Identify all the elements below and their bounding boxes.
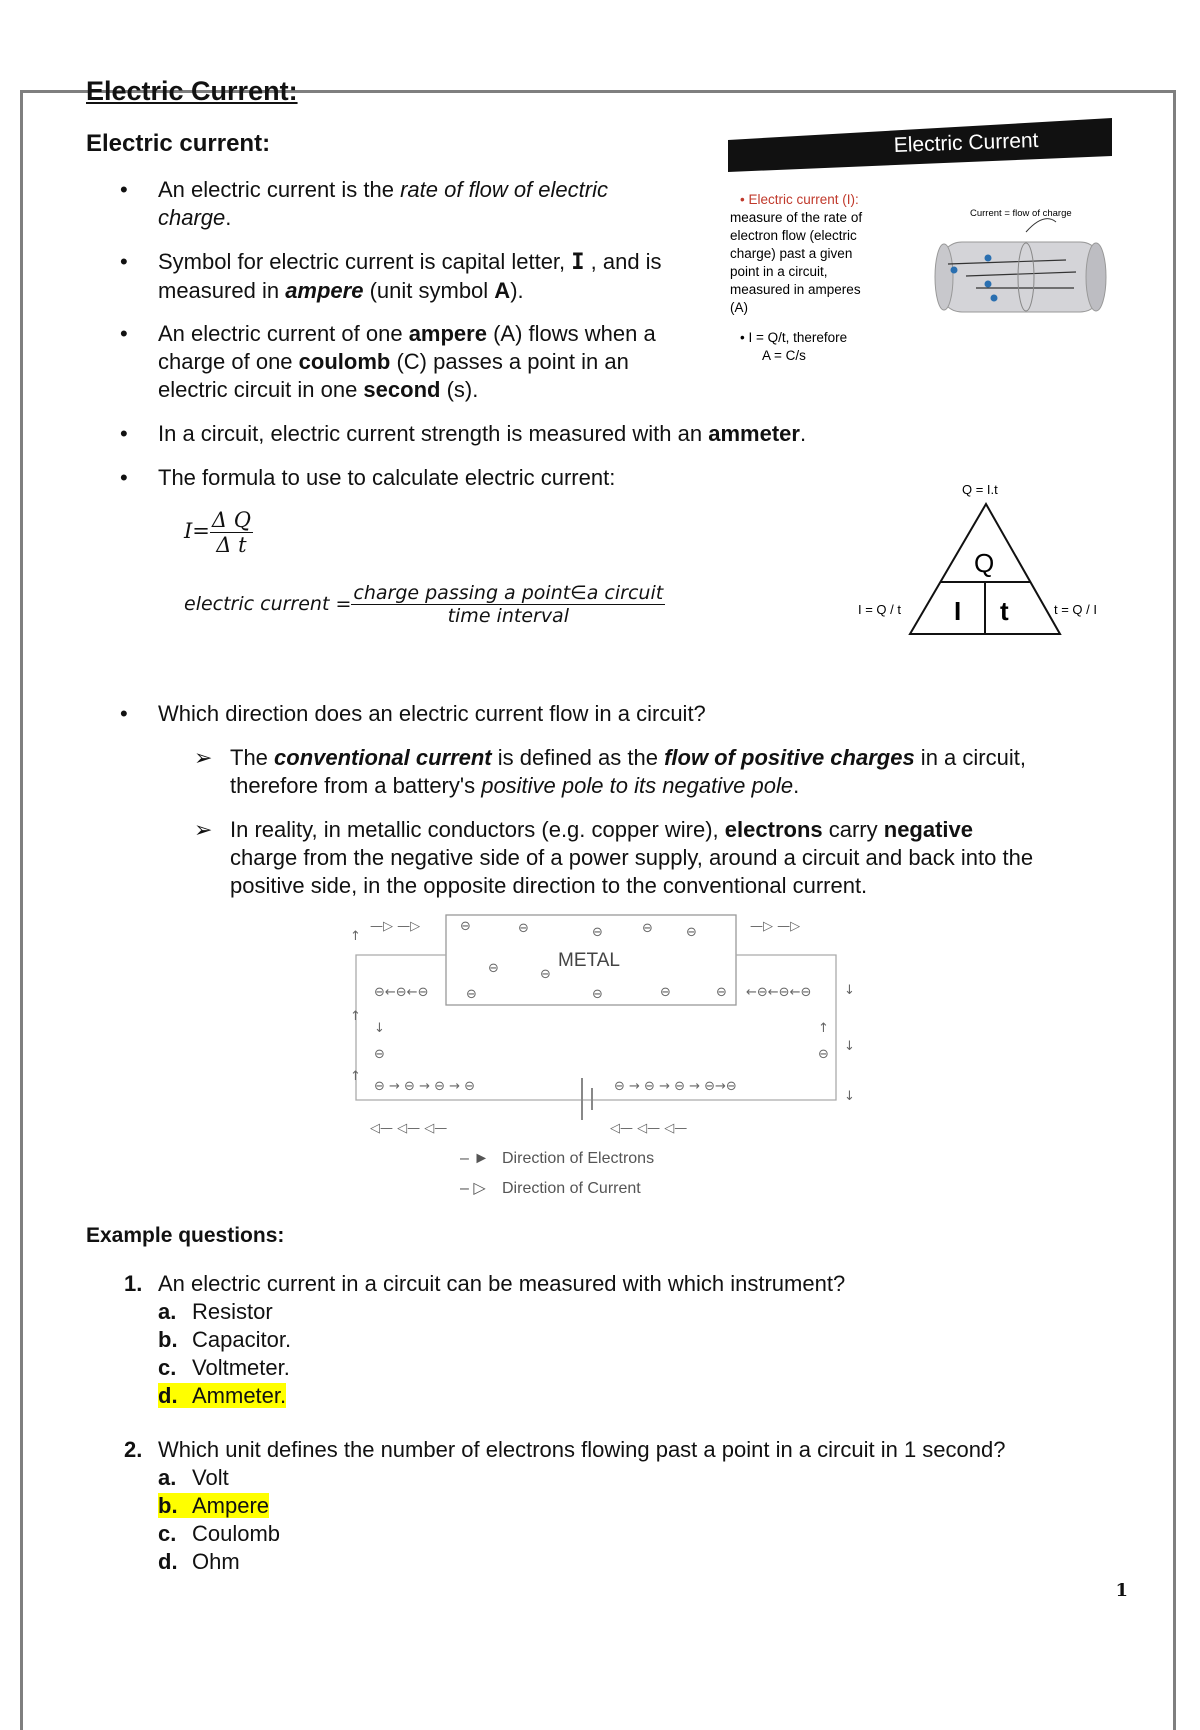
svg-text:←⊖←⊖←⊖: ←⊖←⊖←⊖ — [746, 985, 812, 1000]
svg-text:⊖: ⊖ — [540, 967, 551, 982]
q1-option-d-answer[interactable] — [158, 1382, 286, 1410]
svg-text:⊖: ⊖ — [642, 921, 653, 936]
bullet-text: (s). — [440, 377, 479, 402]
formula-lhs: I= — [184, 519, 210, 543]
option-text: Ampere — [192, 1493, 270, 1518]
option-text: Coulomb — [192, 1521, 281, 1546]
svg-text:↑: ↑ — [350, 929, 361, 944]
svg-text:↑: ↑ — [350, 1009, 361, 1024]
bold-italic-term: conventional current — [274, 745, 492, 770]
slide-banner-text: Electric Current — [893, 128, 1039, 157]
svg-text:⊖: ⊖ — [660, 985, 671, 1000]
svg-text:⊖: ⊖ — [686, 925, 697, 940]
q1-option-b[interactable] — [158, 1326, 291, 1354]
examples-heading: Example questions: — [86, 1224, 285, 1247]
svg-text:⊖: ⊖ — [488, 961, 499, 976]
formula-fraction — [210, 508, 253, 557]
circuit-diagram — [330, 910, 870, 1200]
bullet-dot: • — [120, 421, 128, 446]
option-text: Resistor — [192, 1299, 273, 1324]
triangle-right-label: t = Q / I — [1054, 602, 1097, 617]
bullet-text: charge of one — [158, 349, 299, 374]
electric-current-slide — [726, 112, 1116, 374]
unit-symbol: A — [494, 278, 511, 303]
bullet-text: electric circuit in one — [158, 377, 364, 402]
bullet-text: . — [225, 205, 232, 230]
svg-text:↑: ↑ — [818, 1021, 829, 1036]
italic-term: positive pole to its negative pole — [481, 773, 794, 798]
sub-text: in a circuit, — [914, 745, 1026, 770]
bullet-text: An electric current is the — [158, 177, 401, 202]
bullet-text: ). — [510, 278, 524, 303]
bullet-text: (A) flows when a — [486, 321, 656, 346]
option-letter: c. — [158, 1521, 177, 1546]
svg-text:⊖: ⊖ — [592, 925, 603, 940]
option-letter: d. — [158, 1549, 178, 1574]
bullet-text: measured in — [158, 278, 286, 303]
sub-text: charge from the negative side of a power supply, around a circuit and back into the — [230, 845, 1034, 870]
bold-term: second — [363, 377, 441, 402]
triangle-t: t — [1000, 596, 1009, 626]
option-text: Ohm — [192, 1549, 240, 1574]
bullet-text: Symbol for electric current is capital letter, — [158, 249, 572, 274]
q1-option-a[interactable] — [158, 1298, 273, 1326]
arrow-bullet-icon: ➢ — [194, 745, 213, 770]
section-heading: Electric current: — [86, 130, 271, 157]
sub-text: In reality, in metallic conductors (e.g. copper wire), — [230, 817, 725, 842]
svg-text:⊖: ⊖ — [592, 987, 603, 1002]
page-title: Electric Current: — [86, 76, 298, 106]
arrow-bullet-icon: ➢ — [194, 817, 213, 842]
triangle-q: Q — [974, 548, 995, 578]
svg-text:⊖: ⊖ — [518, 921, 529, 936]
option-letter: a. — [158, 1465, 177, 1490]
svg-text:⊖←⊖←⊖: ⊖←⊖←⊖ — [374, 985, 429, 1000]
wire-label: Current = flow of charge — [970, 208, 1072, 219]
svg-text:↓: ↓ — [844, 1039, 855, 1054]
sub-text: is defined as the — [491, 745, 665, 770]
bullet-text-italic: charge — [158, 205, 226, 230]
question-text: An electric current in a circuit can be measured with which instrument? — [158, 1271, 846, 1296]
current-symbol: I — [571, 250, 585, 275]
sub-text: . — [793, 773, 800, 798]
question-text: Which unit defines the number of electrons flowing past a point in a circuit in 1 second? — [158, 1437, 1006, 1462]
bullet-text: . — [799, 421, 807, 446]
bullet-text-italic: rate of flow of electric — [400, 177, 608, 202]
option-letter: c. — [158, 1355, 177, 1380]
option-text: Voltmeter. — [192, 1355, 290, 1380]
svg-text:⊖: ⊖ — [818, 1047, 829, 1062]
svg-text:⊖ → ⊖ → ⊖ → ⊖: ⊖ → ⊖ → ⊖ → ⊖ — [374, 1079, 476, 1094]
bullet-text: (unit symbol — [363, 278, 495, 303]
sub-text: The — [230, 745, 275, 770]
bold-term: coulomb — [298, 349, 391, 374]
circuit-legend — [460, 1150, 654, 1197]
slide-line: point in a circuit, — [730, 264, 828, 279]
triangle-top-label: Q = I.t — [962, 482, 998, 497]
svg-text:⊖: ⊖ — [466, 987, 477, 1002]
bullet-text: (C) passes a point in an — [390, 349, 629, 374]
bullet-dot: • — [120, 321, 128, 346]
svg-text:⊖ → ⊖ → ⊖ → ⊖→⊖: ⊖ → ⊖ → ⊖ → ⊖→⊖ — [614, 1079, 737, 1094]
q1-option-c[interactable] — [158, 1354, 290, 1382]
triangle-left-label: I = Q / t — [858, 602, 901, 617]
bold-term: negative — [883, 817, 974, 842]
slide-line: • I = Q/t, therefore — [740, 330, 848, 345]
triangle-i: I — [954, 596, 962, 626]
bullet-text: An electric current of one — [158, 321, 409, 346]
formula-denominator: Δ t — [216, 533, 247, 557]
svg-text:⊖: ⊖ — [374, 1047, 385, 1062]
svg-text:⊖: ⊖ — [460, 919, 471, 934]
bullet-text: The formula to use to calculate electric current: — [158, 465, 616, 490]
slide-line: A = C/s — [762, 348, 806, 363]
formula-word-fraction — [351, 582, 665, 627]
qit-triangle — [850, 478, 1114, 640]
question-number: 1. — [124, 1271, 143, 1296]
legend-current: Direction of Current — [502, 1180, 641, 1197]
option-letter: a. — [158, 1299, 177, 1324]
bullet-dot: • — [120, 465, 128, 490]
answer-highlight — [158, 1383, 286, 1408]
q2-option-c[interactable] — [158, 1520, 280, 1548]
bullet-dot: • — [120, 177, 128, 202]
option-letter: b. — [158, 1327, 178, 1352]
slide-line: electron flow (electric — [730, 228, 857, 243]
svg-text:◁— ◁— ◁—: ◁— ◁— ◁— — [610, 1121, 688, 1136]
bold-term: ampere — [408, 321, 487, 346]
svg-text:—▷ —▷: —▷ —▷ — [370, 919, 421, 934]
bullet-dot: • — [120, 701, 128, 726]
formula-word-denominator: time interval — [447, 605, 569, 627]
slide-line: charge) past a given — [730, 246, 853, 261]
svg-text:‒ ►: ‒ ► — [460, 1150, 490, 1167]
wire-illustration — [935, 208, 1106, 312]
formula-word-numerator: charge passing a point∈a circuit — [353, 582, 664, 604]
metal-label: METAL — [558, 950, 620, 971]
sub-text: therefore from a battery's — [230, 773, 482, 798]
formula-word-lhs: electric current = — [184, 593, 352, 615]
bullet-dot: • — [120, 249, 128, 274]
option-letter: d. — [158, 1383, 178, 1408]
option-text: Ammeter. — [192, 1383, 287, 1408]
option-text: Volt — [192, 1465, 229, 1490]
svg-text:⊖: ⊖ — [716, 985, 727, 1000]
sub-text: positive side, in the opposite direction to the conventional current. — [230, 873, 868, 898]
slide-line: measure of the rate of — [730, 210, 863, 225]
slide-line: • Electric current (I): — [740, 192, 859, 207]
slide-text — [730, 192, 862, 363]
formula-words — [184, 582, 665, 627]
formula-numerator: Δ Q — [211, 508, 251, 532]
slide-line: measured in amperes — [730, 282, 861, 297]
svg-text:‒ ▷: ‒ ▷ — [460, 1180, 486, 1197]
bullet-text: , and is — [584, 249, 662, 274]
slide-line: (A) — [730, 300, 748, 315]
bullet-text: Which direction does an electric current flow in a circuit? — [158, 701, 706, 726]
bullet-text: In a circuit, electric current strength is measured with an — [158, 421, 709, 446]
svg-text:↓: ↓ — [844, 983, 855, 998]
option-letter: b. — [158, 1493, 178, 1518]
sub-text: carry — [822, 817, 884, 842]
legend-electrons: Direction of Electrons — [502, 1150, 655, 1167]
svg-text:—▷ —▷: —▷ —▷ — [750, 919, 801, 934]
q2-option-b-answer[interactable] — [158, 1492, 269, 1520]
page-number: 1 — [1115, 1580, 1128, 1601]
answer-highlight — [158, 1493, 269, 1518]
q2-option-d[interactable] — [158, 1548, 240, 1576]
ampere-term: ampere — [285, 278, 364, 303]
formula-symbolic — [184, 508, 253, 557]
q2-option-a[interactable] — [158, 1464, 229, 1492]
question-number: 2. — [124, 1437, 143, 1462]
svg-text:↓: ↓ — [374, 1021, 385, 1036]
svg-text:↑: ↑ — [350, 1069, 361, 1084]
option-text: Capacitor. — [192, 1327, 292, 1352]
bold-term: ammeter — [708, 421, 800, 446]
svg-text:◁— ◁— ◁—: ◁— ◁— ◁— — [370, 1121, 448, 1136]
svg-text:↓: ↓ — [844, 1089, 855, 1104]
bold-italic-term: flow of positive charges — [664, 745, 915, 770]
bold-term: electrons — [724, 817, 823, 842]
